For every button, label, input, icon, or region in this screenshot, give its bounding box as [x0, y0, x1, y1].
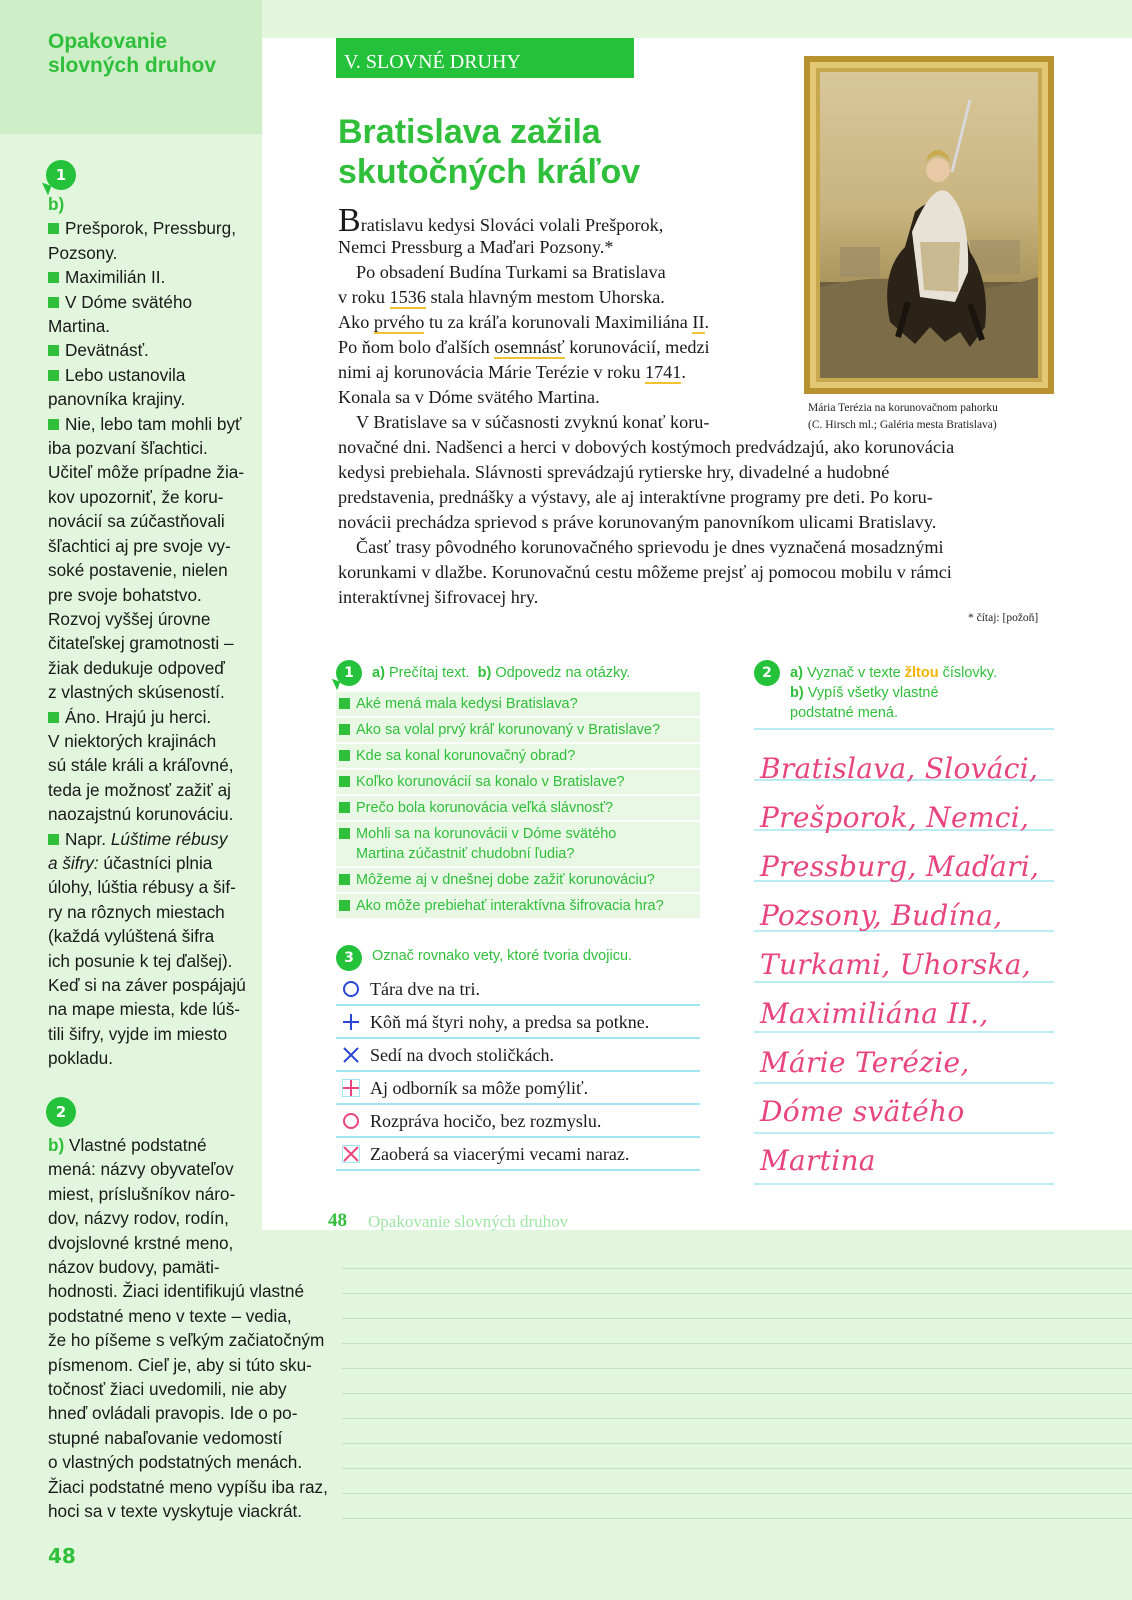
question-item: Prečo bola korunovácia veľká slávnosť? — [336, 796, 700, 822]
highlight-numeral: 1536 — [389, 287, 426, 307]
answer-line: točnosť žiaci uvedomili, nie aby — [48, 1379, 287, 1400]
answer-line: V niektorých krajinách — [48, 730, 217, 751]
answer-line: (každá vylúštená šifra — [48, 926, 215, 947]
page-title — [338, 112, 640, 192]
text-line: Konala sa v Dóme svätého Martina. — [338, 387, 600, 407]
painting-image — [820, 72, 1038, 378]
highlight-numeral: II — [692, 312, 705, 332]
answer-line: Nie, lebo tam mohli byť — [65, 413, 242, 434]
handwritten-answer: Pressburg, Maďari, — [760, 850, 1040, 883]
ruled-line — [342, 1493, 1132, 1494]
cross-mark-icon — [342, 1046, 360, 1064]
task1-label — [372, 663, 630, 683]
task2-b-text: Vypíš všetky vlastné podstatné mená. — [790, 685, 939, 721]
answer-line: Napr. — [65, 828, 107, 849]
bullet-square-icon — [48, 223, 59, 234]
question-item: Mohli sa na korunovácii v Dóme svätého Martina zúčastniť chudobní ľudia? — [336, 822, 700, 868]
bullet-square-icon — [48, 712, 59, 723]
highlight-numeral: osemnásť — [494, 337, 565, 357]
handwritten-answer: Prešporok, Nemci, — [760, 801, 1030, 834]
task2-yellow-word: žltou — [904, 665, 939, 681]
sidebar-page-number: 48 — [48, 1544, 76, 1568]
bullet-square-icon — [48, 834, 59, 845]
handwritten-answer: Turkami, Uhorska, — [760, 948, 1031, 981]
text-line: interaktívnej šifrovacej hry. — [338, 587, 539, 607]
handwritten-answer: Maximiliána II., — [760, 997, 989, 1030]
answer-line: Maximilián II. — [65, 267, 166, 288]
answer-line: ry na rôznych miestach — [48, 901, 225, 922]
answer-line: Pozsony. — [48, 242, 118, 263]
task2-a-text: Vyznač v texte — [806, 665, 901, 681]
answer-line: podstatné meno v texte – vedia, — [48, 1305, 292, 1326]
answer-line: Rozvoj vyššej úrovne — [48, 608, 211, 629]
answer-line: naozajstnú korunováciu. — [48, 804, 234, 825]
bullet-square-icon — [48, 370, 59, 381]
ruled-line — [342, 1393, 1132, 1394]
answer-line: sú stále králi a kráľovné, — [48, 755, 234, 776]
answer-line: žiak dedukuje odpoveď — [48, 657, 225, 678]
answer-line: V Dóme svätého — [65, 291, 193, 312]
text-span: stala hlavným mestom Uhorska. — [425, 287, 665, 307]
task3-label: Označ rovnako vety, ktoré tvoria dvojicu. — [372, 948, 633, 964]
text-span: . — [681, 362, 686, 382]
sidebar-task2-badge: 2 — [46, 1097, 76, 1127]
sidebar-title-line2: slovných druhov — [48, 54, 217, 77]
handwritten-answer: Márie Terézie, — [760, 1046, 970, 1079]
answer-line: úlohy, lúštia rébusy a šif- — [48, 877, 236, 898]
text-line: Po obsadení Budína Turkami sa Bratislava — [356, 262, 666, 282]
task1-a: a) — [372, 665, 385, 681]
highlight-numeral: prvého — [373, 312, 425, 332]
ruled-line — [342, 1368, 1132, 1369]
chapter-bar: V. SLOVNÉ DRUHY — [336, 38, 634, 78]
answer-line: iba pozvaní šľachtici. — [48, 438, 208, 459]
ruled-line — [342, 1468, 1132, 1469]
answer-line: Vlastné podstatné — [69, 1135, 207, 1155]
answer-line: hoci sa v texte vyskytuje viackrát. — [48, 1501, 303, 1522]
sentence-row[interactable] — [336, 1006, 700, 1039]
task1-b-text: Odpovedz na otázky. — [495, 665, 631, 681]
text-line — [338, 285, 665, 310]
question-item: Ako sa volal prvý kráľ korunovaný v Bratislave? — [336, 718, 700, 744]
footnote: * čítaj: [požoň] — [968, 612, 1039, 624]
sentence-text: Tára dve na tri. — [370, 979, 480, 999]
question-item: Koľko korunovácií sa konalo v Bratislave? — [336, 770, 700, 796]
answer-line: Martina. — [48, 316, 111, 337]
bullet-square-icon — [48, 272, 59, 283]
sentence-row[interactable] — [336, 1138, 700, 1171]
answer-line: Devätnásť. — [65, 340, 149, 361]
ruled-line — [342, 1518, 1132, 1519]
task1-questions — [336, 692, 700, 920]
title-line1: Bratislava zažila — [338, 113, 601, 151]
answer-line: o vlastných podstatných menách. — [48, 1452, 303, 1473]
text-line — [338, 310, 709, 335]
text-line: V Bratislave sa v súčasnosti zvyknú konať koru- — [356, 412, 710, 432]
bullet-square-icon — [48, 345, 59, 356]
handwritten-answer: Pozsony, Budína, — [760, 899, 1003, 932]
cross-mark-icon — [342, 1145, 360, 1163]
sentence-text: Rozpráva hocičo, bez rozmyslu. — [370, 1111, 602, 1131]
answer-line: písmenom. Cieľ je, aby si túto sku- — [48, 1354, 312, 1375]
task1-b: b) — [477, 665, 492, 681]
answer-line: stupné nabaľovanie vedomostí — [48, 1427, 283, 1448]
answer-line: Lebo ustanovila — [65, 364, 186, 385]
text-span: tu za kráľa korunovali Maximiliána — [424, 312, 693, 332]
sidebar-task1-badge: 1 — [46, 160, 76, 190]
answer-line: hneď ovládali pravopis. Ide o po- — [48, 1403, 298, 1424]
text-span: korunovácií, medzi — [564, 337, 710, 357]
answer-line: teda je možnosť zažiť aj — [48, 779, 231, 800]
answer-line: mená: názvy obyvateľov — [48, 1159, 234, 1180]
answer-line: novácií sa zúčastňovali — [48, 511, 225, 532]
ruled-line — [342, 1293, 1132, 1294]
task2-a: a) — [790, 665, 803, 681]
answer-line: že ho píšeme s veľkým začiatočným — [48, 1330, 325, 1351]
text-line: Časť trasy pôvodného korunovačného sprievodu je dnes vyznačená mosadznými — [356, 537, 944, 557]
answer-line: účastníci plnia — [103, 852, 213, 873]
highlight-numeral: 1741 — [644, 362, 682, 382]
task3-badge: 3 — [336, 945, 362, 971]
text-line: novácii prechádza sprievod s práve korunovaným panovníkom ulicami Bratislavy. — [338, 512, 937, 532]
answer-line: Učiteľ môže prípadne žia- — [48, 462, 245, 483]
question-item: Kde sa konal korunovačný obrad? — [336, 744, 700, 770]
answer-line: miest, príslušníkov náro- — [48, 1183, 236, 1204]
text-line: kedysi prebiehala. Slávnosti sprevádzajú rytierske hry, divadelné a hudobné — [338, 462, 890, 482]
writing-line[interactable] — [754, 708, 1054, 730]
ruled-line — [342, 1443, 1132, 1444]
ruled-line — [342, 1343, 1132, 1344]
answer-line: z vlastných skúseností. — [48, 682, 225, 703]
answer-line: pre svoje bohatstvo. — [48, 584, 202, 605]
plus-mark-icon — [342, 1013, 360, 1031]
answer-line: Žiaci podstatné meno vypíšu iba raz, — [48, 1476, 328, 1497]
page-footer-title: Opakovanie slovných druhov — [368, 1212, 569, 1231]
answer-line: panovníka krajiny. — [48, 389, 186, 410]
task3-sentences — [336, 973, 700, 1171]
text-span: nimi aj korunovácia Márie Terézie v roku — [338, 362, 645, 382]
answer-line: na mape miesta, kde lúš- — [48, 999, 241, 1020]
text-span: Po ňom bolo ďalších — [338, 337, 495, 357]
answer-line: tili šifry, vyjde im miesto — [48, 1023, 228, 1044]
text-line — [338, 202, 664, 239]
bullet-square-icon — [48, 297, 59, 308]
text-span: . — [704, 312, 710, 332]
answer-line: hodnosti. Žiaci identifikujú vlastné — [48, 1281, 305, 1302]
sentence-row[interactable] — [336, 1105, 700, 1138]
answer-line: Keď si na záver pospájajú — [48, 975, 246, 995]
text-line — [338, 360, 686, 385]
circle-mark-icon — [342, 1112, 360, 1130]
answer-line: šľachtici aj pre svoje vy- — [48, 535, 231, 556]
handwritten-answer: Martina — [760, 1144, 876, 1177]
ruled-line — [342, 1318, 1132, 1319]
answer-line: dov, názvy rodov, rodín, — [48, 1208, 229, 1229]
ruled-line — [342, 1268, 1132, 1269]
task1-a-text: Prečítaj text. — [388, 665, 470, 681]
text-span: ratislavu kedysi Slováci volali Prešporok, — [360, 215, 664, 235]
answer-line: Áno. Hrajú ju herci. — [65, 706, 212, 727]
question-item: Môžeme aj v dnešnej dobe zažiť korunováciu? — [336, 868, 700, 894]
sentence-row[interactable] — [336, 1072, 700, 1105]
plus-mark-icon — [342, 1079, 360, 1097]
sidebar-title — [48, 30, 216, 78]
text-line: Nemci Pressburg a Maďari Pozsony.* — [338, 237, 614, 257]
answer-italic: a šifry: — [48, 852, 99, 873]
answer-line: dvojslovné krstné meno, — [48, 1232, 234, 1253]
drop-cap: B — [338, 202, 361, 239]
text-span: v roku — [338, 287, 390, 307]
title-line2: skutočných kráľov — [338, 153, 641, 191]
text-line — [338, 335, 710, 360]
task2-b: b) — [790, 685, 804, 701]
task2-a-text2: číslovky. — [942, 665, 998, 681]
answer-line: soké postavenie, nielen — [48, 560, 228, 581]
question-item: Aké mená mala kedysi Bratislava? — [336, 692, 700, 718]
sentence-text: Aj odborník sa môže pomýliť. — [370, 1078, 589, 1098]
question-item: Ako môže prebiehať interaktívna šifrovacia hra? — [336, 894, 700, 920]
text-line: predstavenia, prednášky a výstavy, ale aj interaktívne programy pre deti. Po koru- — [338, 487, 933, 507]
sidebar-b-label: b) — [48, 1135, 65, 1155]
text-span: Ako — [338, 312, 374, 332]
page-number: 48 — [328, 1210, 347, 1231]
painting-maria-terezia — [804, 56, 1054, 394]
text-line: novačné dni. Nadšenci a herci v dobových kostýmoch predvádzajú, ako korunovácia — [338, 437, 955, 457]
task2-badge: 2 — [754, 660, 780, 686]
ruled-line — [342, 1418, 1132, 1419]
sentence-text: Sedí na dvoch stoličkách. — [370, 1045, 554, 1065]
caption-line2: (C. Hirsch ml.; Galéria mesta Bratislava) — [808, 419, 997, 431]
answer-italic: Lúštime rébusy — [110, 828, 228, 849]
sidebar-title-line1: Opakovanie — [48, 30, 168, 53]
painting-caption — [808, 400, 1068, 434]
sentence-text: Kôň má štyri nohy, a predsa sa potkne. — [370, 1012, 650, 1032]
answer-line: pokladu. — [48, 1048, 113, 1069]
text-line: korunkami v dlažbe. Korunovačnú cestu môžeme prejsť aj pomocou mobilu v rámci — [338, 562, 952, 582]
handwritten-answer: Dóme svätého — [760, 1095, 965, 1128]
sentence-row[interactable] — [336, 1039, 700, 1072]
caption-line1: Mária Terézia na korunovačnom pahorku — [808, 402, 998, 414]
answer-line: názov budovy, pamäti- — [48, 1257, 220, 1278]
answer-line: kov upozorniť, že koru- — [48, 486, 224, 507]
answer-line: ich posunie k tej ďalšej). — [48, 950, 233, 971]
bullet-square-icon — [48, 419, 59, 430]
sidebar-b-label: b) — [48, 194, 65, 214]
sentence-text: Zaoberá sa viacerými vecami naraz. — [370, 1144, 630, 1164]
answer-line: Prešporok, Pressburg, — [65, 218, 236, 239]
answer-line: čitateľskej gramotnosti – — [48, 633, 234, 654]
sentence-row[interactable] — [336, 973, 700, 1006]
handwritten-answer: Bratislava, Slováci, — [760, 752, 1039, 785]
task1-badge: 1 — [336, 660, 362, 686]
circle-mark-icon — [342, 980, 360, 998]
